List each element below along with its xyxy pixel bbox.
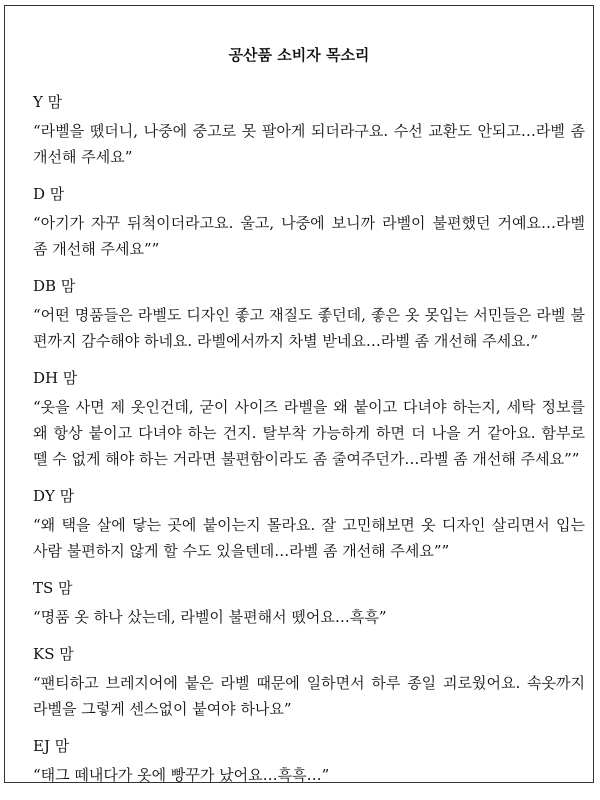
testimonial-quote: “명품 옷 하나 샀는데, 라벨이 불편해서 뗐어요…흑흑” [33, 608, 387, 626]
testimonial-entry [33, 90, 585, 170]
speaker-name: TS 맘 [33, 579, 73, 597]
testimonial-quote: “옷을 사면 제 옷인건데, 굳이 사이즈 라벨을 왜 붙이고 다녀야 하는지, 세탁 정보를 왜 항상 붙이고 다녀야 하는 건지. 탈부착 가능하게 하면 더 나을 거 같아요. 함부로 뗄 수 없게 해야 하는 거라면 불편함이라도 좀 줄여주던가…라벨 좀 개선해 주세요”” [33, 398, 585, 468]
testimonial-quote: “왜 택을 살에 닿는 곳에 붙이는지 몰라요. 잘 고민해보면 옷 디자인 살리면서 입는 사람 불편하지 않게 할 수도 있을텐데…라벨 좀 개선해 주세요”” [33, 516, 585, 560]
testimonial-entry [33, 576, 585, 630]
testimonial-quote: “라벨을 뗐더니, 나중에 중고로 못 팔아게 되더라구요. 수선 교환도 안되고…라벨 좀 개선해 주세요” [33, 122, 585, 166]
speaker-name: KS 맘 [33, 645, 74, 663]
testimonial-quote: “태그 떼내다가 옷에 빵꾸가 났어요…흑흑…” [33, 766, 330, 784]
testimonial-list [33, 90, 585, 800]
speaker-name: DH 맘 [33, 369, 78, 387]
testimonial-entry [33, 274, 585, 354]
testimonial-entry [33, 182, 585, 262]
speaker-name: Y 맘 [33, 93, 63, 111]
testimonial-entry [33, 484, 585, 564]
document-frame [4, 5, 594, 783]
testimonial-quote: “팬티하고 브레지어에 붙은 라벨 때문에 일하면서 하루 종일 괴로웠어요. 속옷까지 라벨을 그렇게 센스없이 붙여야 하나요” [33, 674, 585, 718]
testimonial-quote: “아기가 자꾸 뒤척이더라고요. 울고, 나중에 보니까 라벨이 불편했던 거예요…라벨 좀 개선해 주세요”” [33, 214, 585, 258]
testimonial-entry [33, 734, 585, 788]
speaker-name: DB 맘 [33, 277, 76, 295]
speaker-name: DY 맘 [33, 487, 75, 505]
document-title: 공산품 소비자 목소리 [228, 46, 370, 64]
testimonial-quote: “어떤 명품들은 라벨도 디자인 좋고 재질도 좋던데, 좋은 옷 못입는 서민들은 라벨 불편까지 감수해야 하네요. 라벨에서까지 차별 받네요…라벨 좀 개선해 주세요.” [33, 306, 585, 350]
speaker-name: D 맘 [33, 185, 65, 203]
testimonial-entry [33, 642, 585, 722]
testimonial-entry [33, 366, 585, 472]
speaker-name: EJ 맘 [33, 737, 70, 755]
